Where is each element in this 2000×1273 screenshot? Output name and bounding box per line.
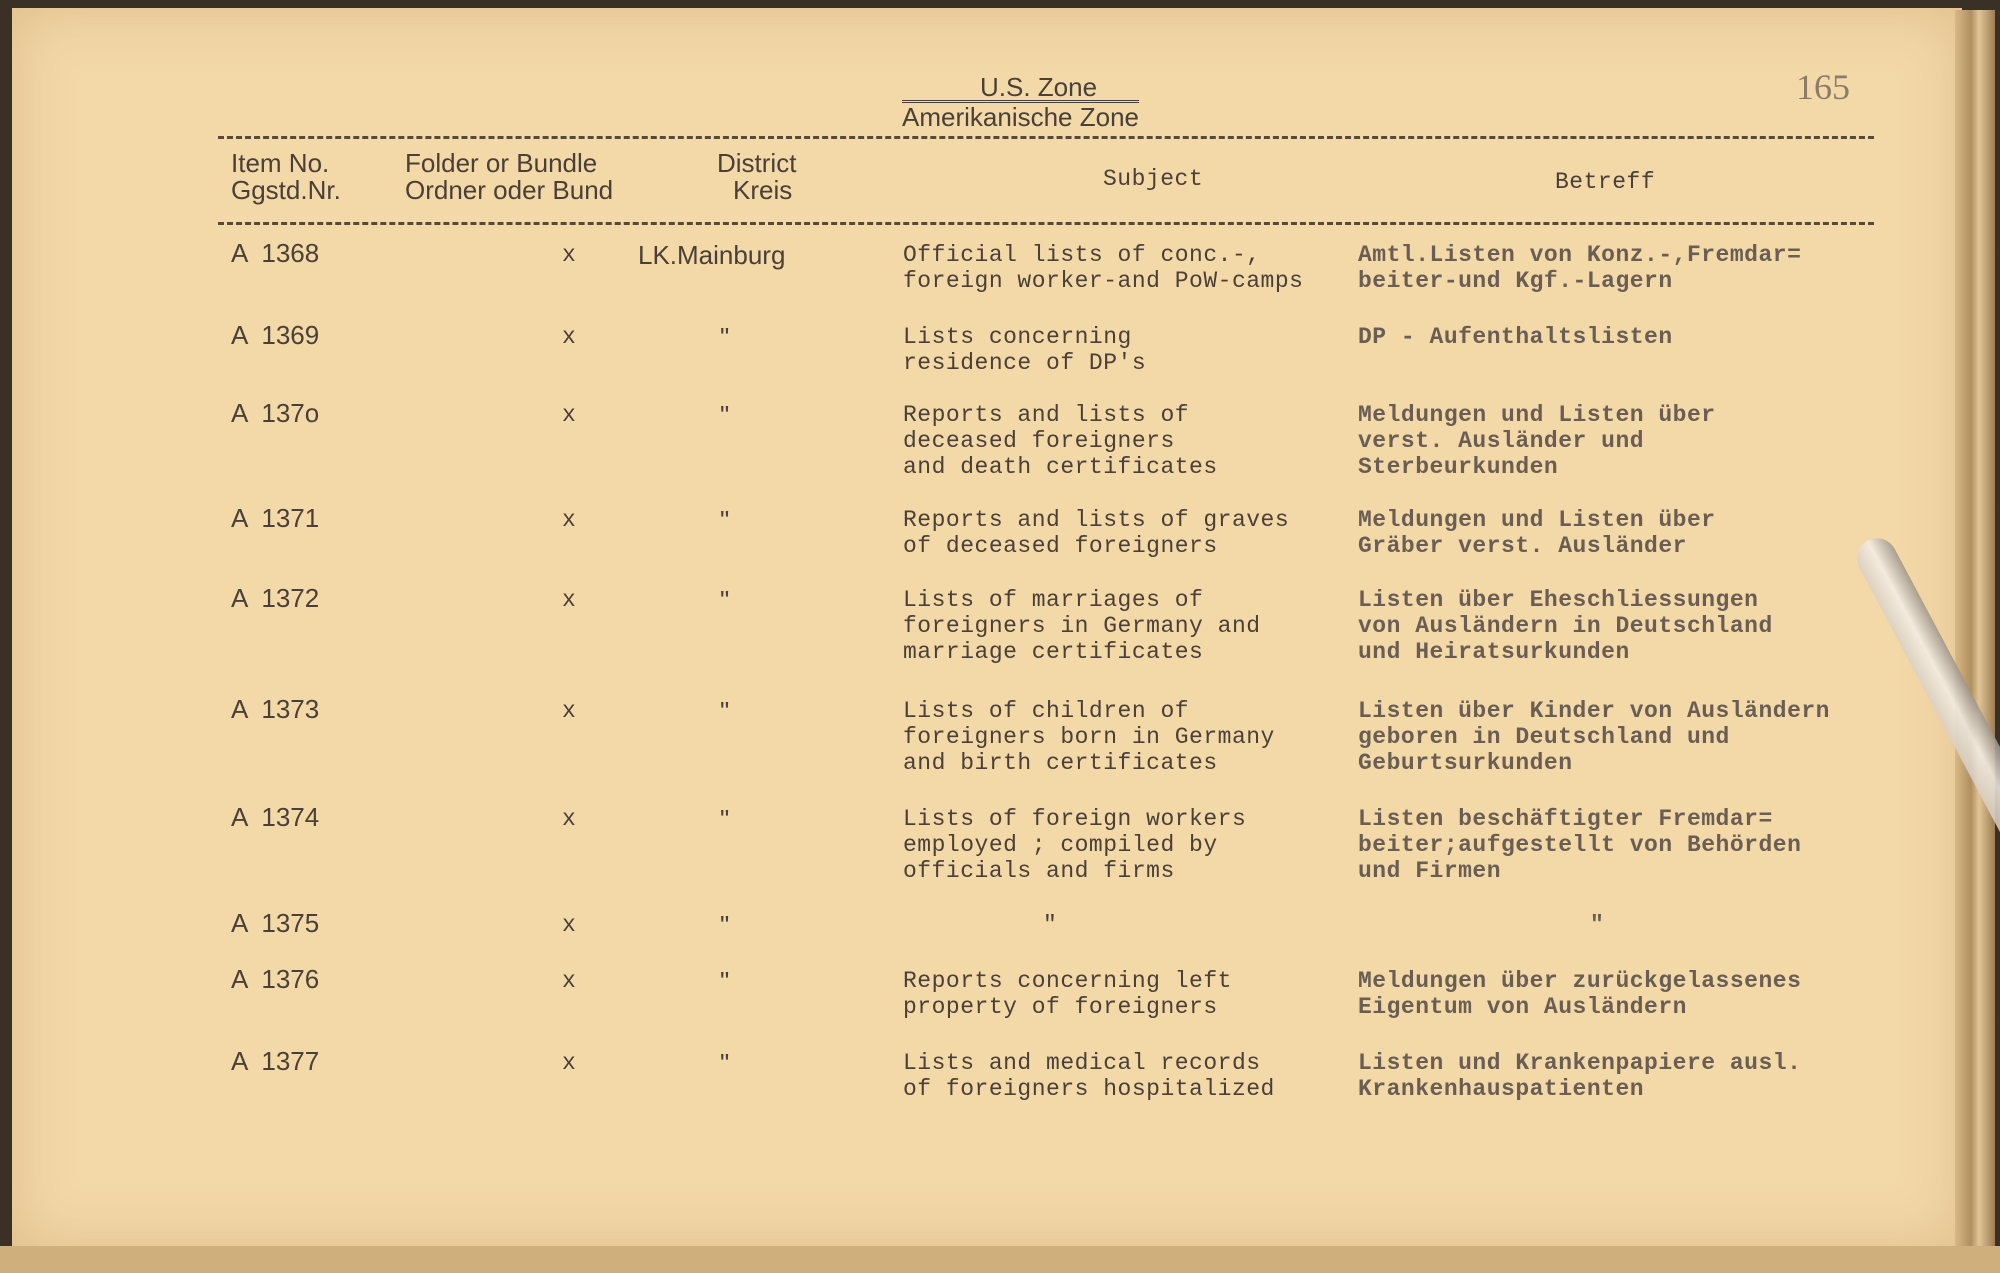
header-subject: Subject	[1103, 166, 1204, 192]
header-betreff: Betreff	[1555, 169, 1656, 195]
header-item-en: Item No.	[231, 148, 330, 178]
cell-district: "	[720, 1048, 730, 1078]
cell-item-number: A 1372	[231, 583, 320, 613]
cell-betreff: Listen und Krankenpapiere ausl. Krankenhauspatienten	[1358, 1050, 1802, 1102]
cell-item-number: A 1375	[231, 908, 320, 938]
cell-subject: "	[1043, 912, 1058, 938]
cell-item-number: A 1368	[231, 238, 320, 268]
cell-district: "	[720, 804, 730, 834]
cell-item-number: A 1373	[231, 694, 320, 724]
cell-folder-mark: x	[562, 698, 577, 724]
cell-subject: Lists of foreign workers employed ; compiled by officials and firms	[903, 806, 1247, 884]
cell-folder-mark: x	[562, 587, 577, 613]
page-number: 165	[1796, 67, 1850, 107]
cell-item-number: A 1371	[231, 503, 320, 533]
cell-item-number: A 137o	[231, 398, 320, 428]
cell-subject: Official lists of conc.-, foreign worker-and PoW-camps	[903, 242, 1304, 294]
cell-folder-mark: x	[562, 806, 577, 832]
cell-subject: Lists of children of foreigners born in Germany and birth certificates	[903, 698, 1275, 776]
cell-item-number: A 1369	[231, 320, 320, 350]
title-amerikanische-zone: Amerikanische Zone	[902, 102, 1139, 132]
cell-item-number: A 1376	[231, 964, 320, 994]
cell-subject: Reports and lists of deceased foreigners and death certificates	[903, 402, 1218, 480]
cell-subject: Reports and lists of graves of deceased foreigners	[903, 507, 1290, 559]
page-stack-bottom	[0, 1246, 2000, 1273]
cell-district: "	[720, 400, 730, 430]
cell-district: "	[720, 585, 730, 615]
divider-header	[218, 222, 1874, 225]
cell-subject: Lists of marriages of foreigners in Germany and marriage certificates	[903, 587, 1261, 665]
header-folder-en: Folder or Bundle	[405, 148, 598, 178]
divider-top	[218, 136, 1874, 139]
cell-betreff: Meldungen über zurückgelassenes Eigentum von Ausländern	[1358, 968, 1802, 1020]
cell-betreff: DP - Aufenthaltslisten	[1358, 324, 1673, 350]
header-district-en: District	[717, 148, 797, 178]
cell-item-number: A 1377	[231, 1046, 320, 1076]
cell-district: "	[720, 910, 730, 940]
cell-district: "	[720, 696, 730, 726]
cell-folder-mark: x	[562, 242, 577, 268]
cell-district: "	[720, 966, 730, 996]
cell-betreff: Amtl.Listen von Konz.-,Fremdar= beiter-und Kgf.-Lagern	[1358, 242, 1802, 294]
header-folder-de: Ordner oder Bund	[405, 175, 614, 205]
cell-subject: Lists concerning residence of DP's	[903, 324, 1147, 376]
cell-folder-mark: x	[562, 1050, 577, 1076]
title-us-zone: U.S. Zone	[980, 72, 1098, 102]
cell-folder-mark: x	[562, 968, 577, 994]
page-edge	[1955, 10, 1995, 1250]
cell-folder-mark: x	[562, 507, 577, 533]
cell-betreff: "	[1590, 912, 1605, 938]
cell-item-number: A 1374	[231, 802, 320, 832]
cell-district: LK.Mainburg	[638, 240, 786, 270]
cell-betreff: Listen beschäftigter Fremdar= beiter;aufgestellt von Behörden und Firmen	[1358, 806, 1802, 884]
cell-subject: Reports concerning left property of foreigners	[903, 968, 1232, 1020]
cell-folder-mark: x	[562, 402, 577, 428]
cell-folder-mark: x	[562, 324, 577, 350]
cell-betreff: Listen über Eheschliessungen von Ausländern in Deutschland und Heiratsurkunden	[1358, 587, 1773, 665]
cell-district: "	[720, 322, 730, 352]
cell-betreff: Listen über Kinder von Ausländern geboren in Deutschland und Geburtsurkunden	[1358, 698, 1830, 776]
cell-subject: Lists and medical records of foreigners hospitalized	[903, 1050, 1275, 1102]
cell-district: "	[720, 505, 730, 535]
cell-betreff: Meldungen und Listen über verst. Ausländer und Sterbeurkunden	[1358, 402, 1716, 480]
cell-folder-mark: x	[562, 912, 577, 938]
header-item-de: Ggstd.Nr.	[231, 175, 341, 205]
header-district-de: Kreis	[733, 175, 793, 205]
cell-betreff: Meldungen und Listen über Gräber verst. Ausländer	[1358, 507, 1716, 559]
